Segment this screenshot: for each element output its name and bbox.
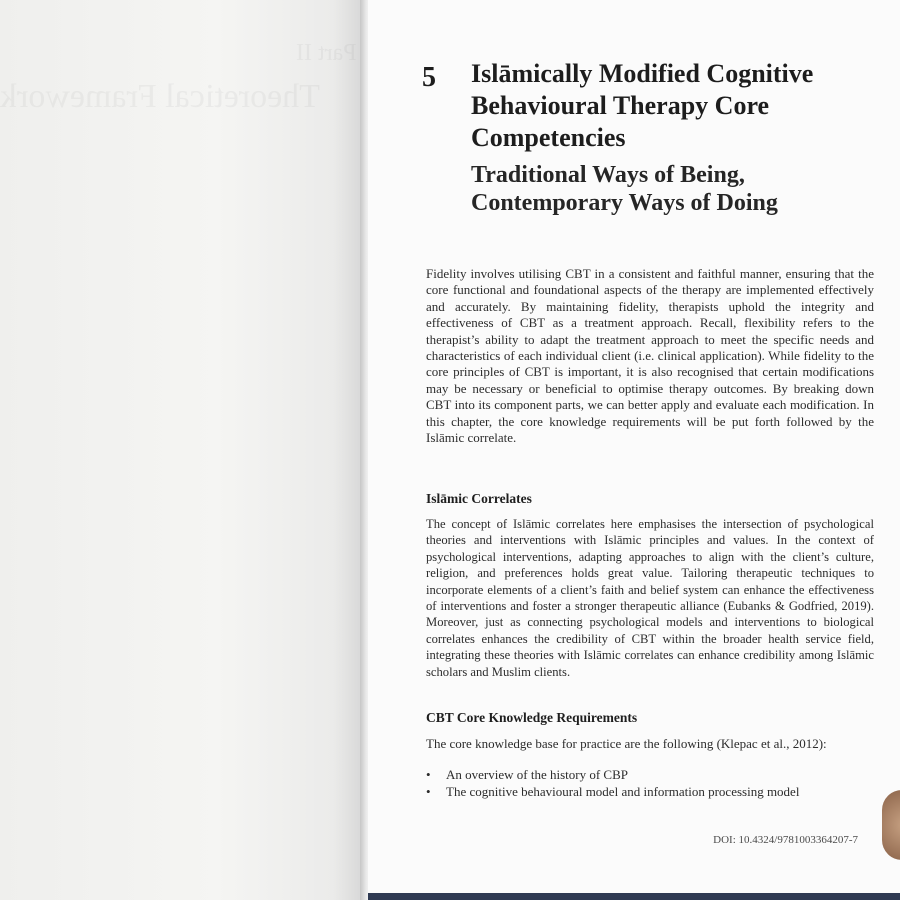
left-page [0, 0, 362, 900]
desk-surface [368, 893, 900, 900]
right-page [368, 0, 900, 893]
core-knowledge-list [426, 766, 799, 800]
doi-footer: DOI: 10.4324/9781003364207-7 [713, 834, 858, 846]
chapter-title: Islāmically Modified Cognitive Behavioural Therapy Core Competencies [471, 59, 814, 152]
section-heading-islamic-correlates: Islāmic Correlates [426, 491, 532, 506]
list-item: • The cognitive behavioural model and information processing model [426, 783, 799, 800]
bleed-through-part-title: Theoretical Framework [0, 78, 321, 115]
thumb [882, 790, 900, 860]
section-heading-core-knowledge: CBT Core Knowledge Requirements [426, 710, 638, 725]
core-knowledge-intro: The core knowledge base for practice are the following (Klepac et al., 2012): [426, 736, 827, 751]
islamic-correlates-paragraph: The concept of Islāmic correlates here emphasises the intersection of psychological theories and interventions with Islāmic principles and values. In the context of psychological interventions, adapting approaches to align with the client’s culture, religion, and preferences holds great value. Tailoring therapeutic techniques to incorporate elements of a client’s faith and belief system can enhance the effectiveness of interventions and foster a stronger therapeutic alliance (Eubanks & Godfried, 2019). Moreover, just as connecting psychological models and interventions to biological correlates enhances the credibility of CBT within the broader health service field, integrating these theories with Islāmic correlates can enhance credibility among Islāmic scholars and Muslim clients. [426, 517, 874, 679]
chapter-number: 5 [422, 62, 436, 93]
list-item: • An overview of the history of CBP [426, 766, 799, 783]
chapter-subtitle: Traditional Ways of Being, Contemporary Ways of Doing [471, 162, 778, 216]
intro-paragraph: Fidelity involves utilising CBT in a consistent and faithful manner, ensuring that the core functional and foundational aspects of the therapy are implemented effectively and accurately. By maintaining fidelity, therapists uphold the integrity and effectiveness of CBT as a treatment approach. Recall, flexibility refers to the therapist’s ability to adapt the treatment approach to meet the specific needs and characteristics of each individual client (i.e. clinical application). While fidelity to the core principles of CBT is important, it is also recognised that certain modifications may be necessary or beneficial to optimise therapy outcomes. By breaking down CBT into its component parts, we can better apply and evaluate each modification. In this chapter, the core knowledge requirements will be put forth followed by the Islāmic correlate. [426, 266, 874, 446]
bleed-through-part-label: Part II [296, 40, 357, 66]
